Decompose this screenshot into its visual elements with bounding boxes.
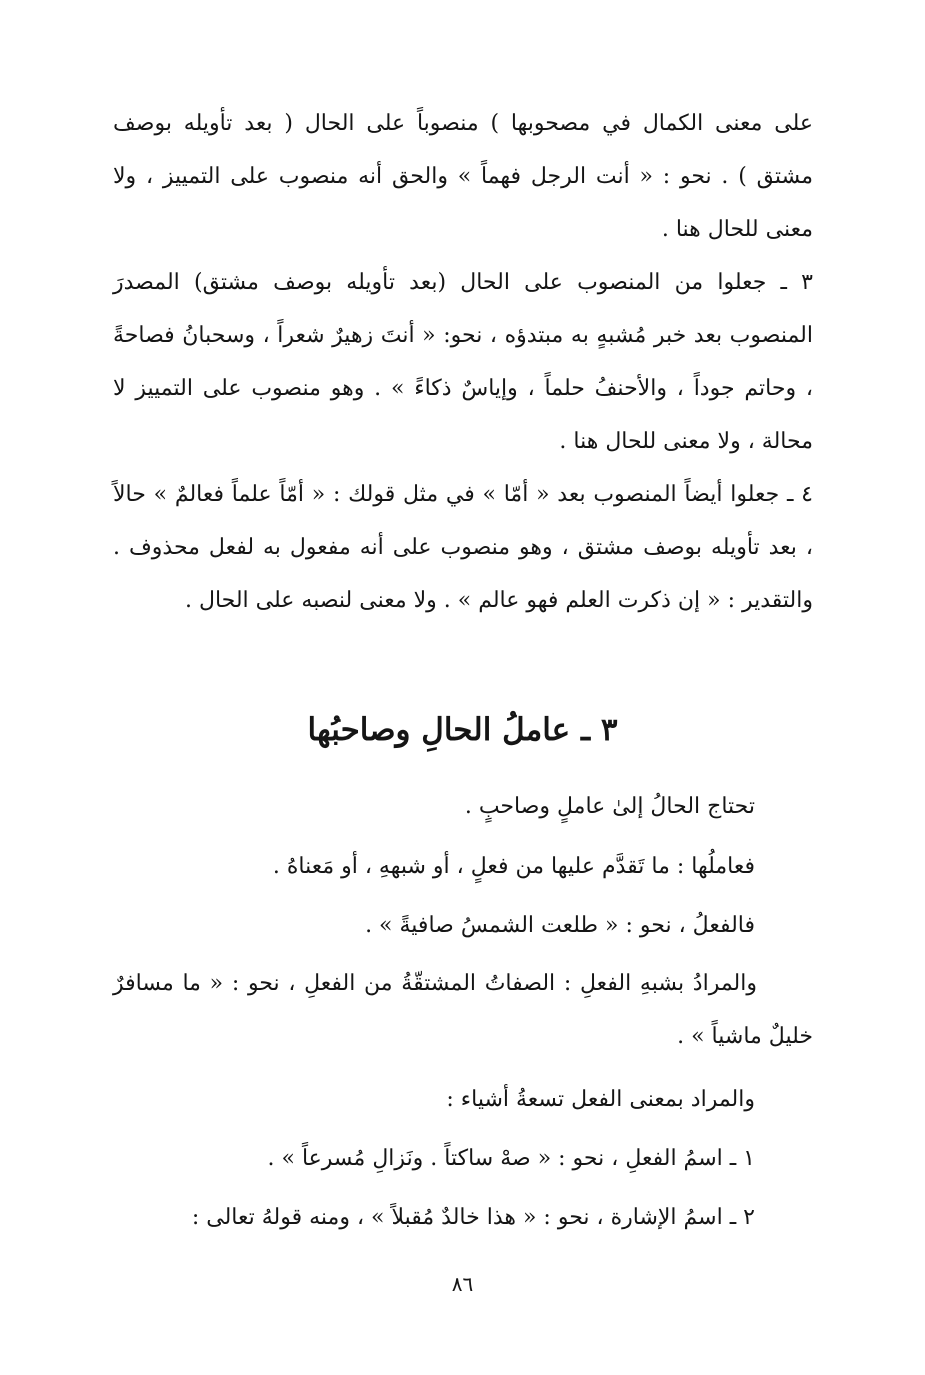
line-intro: تحتاج الحالُ إلىٰ عاملٍ وصاحبٍ .: [464, 794, 755, 819]
paragraph-shibh-fiil: والمرادُ بشبهِ الفعلِ : الصفاتُ المشتقّةُ من الفعلِ ، نحو : « ما مسافرٌ خليلٌ ماشياً » .: [113, 971, 813, 1049]
list-item-2: ٢ ـ اسمُ الإشارة ، نحو : « هذا خالدٌ مُقبلاً » ، ومنه قولهُ تعالى :: [191, 1205, 755, 1230]
section-heading: ٣ ـ عاملُ الحالِ وصاحبُها: [307, 712, 618, 748]
list-item-1: ١ ـ اسمُ الفعلِ ، نحو : « صهْ ساكتاً . ونَزالِ مُسرعاً » .: [267, 1146, 755, 1171]
paragraph-point-4: ٤ ـ جعلوا أيضاً المنصوب بعد « أمّا » في مثل قولك : « أمّاً علماً فعالمٌ » حالاً ، بعد تأويله بوصف مشتق ، وهو منصوب على أنه مفعول به لفعل محذوف . والتقدير : « إن ذكرت العلم فهو عالم » . ولا معنى لنصبه على الحال .: [113, 482, 813, 613]
line-amil: فعاملُها : ما تَقدَّم عليها من فعلٍ ، أو شبههِ ، أو مَعناهُ .: [272, 854, 755, 879]
line-fiil: فالفعلُ ، نحو : « طلعت الشمسُ صافيةً » .: [365, 913, 755, 938]
page-number: ٨٦: [451, 1272, 474, 1296]
paragraph-kamal: على معنى الكمال في مصحوبها ) منصوباً على الحال ( بعد تأويله بوصف مشتق ) . نحو : « أنت الرجل فهماً » والحق أنه منصوب على التمييز ، ولا معنى للحال هنا .: [113, 111, 813, 242]
line-maana-fiil: والمراد بمعنى الفعل تسعةُ أشياء :: [446, 1087, 755, 1112]
paragraph-point-3: ٣ ـ جعلوا من المنصوب على الحال (بعد تأويله بوصف مشتق) المصدرَ المنصوب بعد خبر مُشبهٍ به مبتدؤه ، نحو: « أنتَ زهيرٌ شعراً ، وسحبانُ فصاحةً ، وحاتم جوداً ، والأحنفُ حلماً ، وإياسٌ ذكاءً » . وهو منصوب على التمييز لا محالة ، ولا معنى للحال هنا .: [113, 270, 813, 454]
